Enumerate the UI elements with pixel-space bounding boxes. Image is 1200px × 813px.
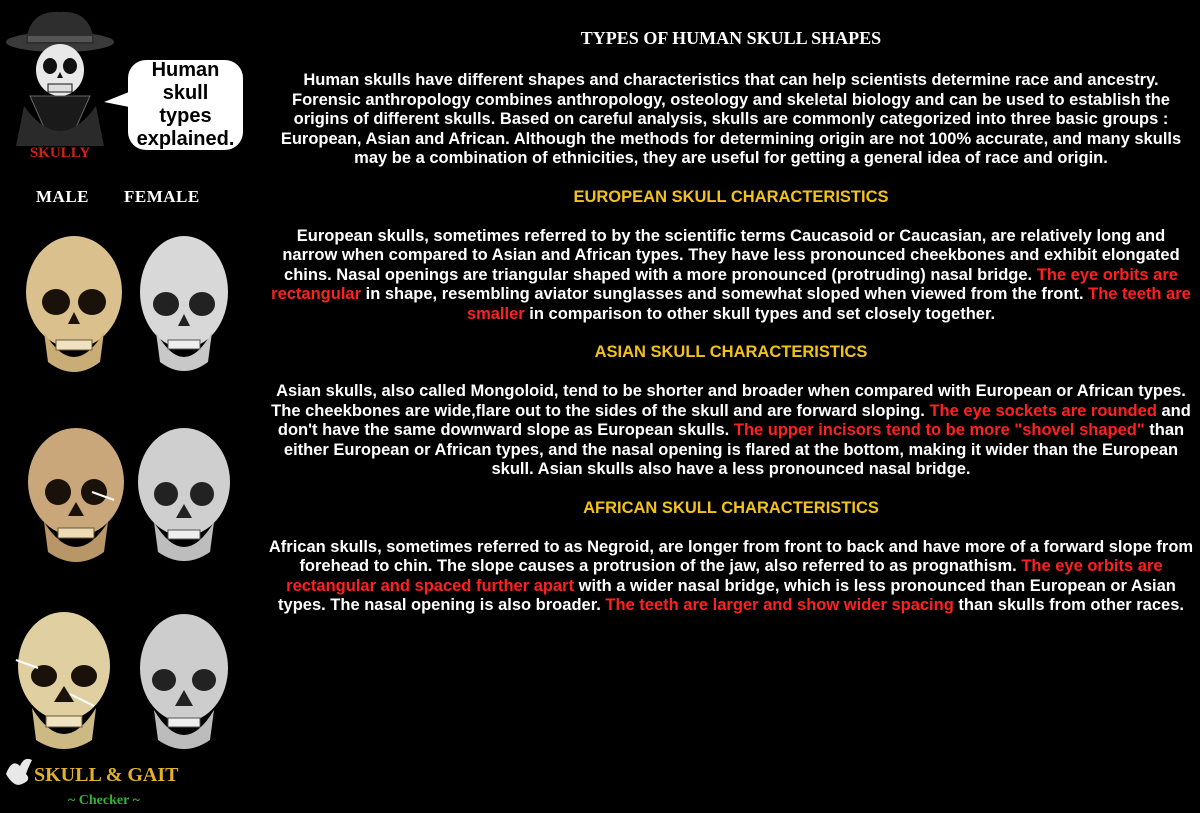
- highlight-text: The eye orbits are rectangular and spaced further apart: [286, 557, 1163, 595]
- african-female-skull-icon: [130, 610, 238, 760]
- brand-logo: [0, 750, 265, 810]
- highlight-text: The eye sockets are rounded: [929, 401, 1157, 420]
- mascot-logo: [0, 0, 265, 175]
- speech-bubble: Human skull types explained.: [128, 60, 243, 150]
- asian-paragraph: Asian skulls, also called Mongoloid, tend to be shorter and broader when compared with European or African types. The cheekbones are wide,flare out to the sides of the skull and are forward sloping. The eye sockets are rounded and don't have the same downward slope as European skulls. The upper incisors tend to be more "shovel shaped" than either European or African types, and the nasal opening is flared at the bottom, making it wider than the European skull. Asian skulls also have a less pronounced nasal bridge.: [271, 382, 1191, 478]
- highlight-text: The teeth are larger and show wider spacing: [605, 596, 954, 614]
- page-title: TYPES OF HUMAN SKULL SHAPES: [580, 28, 882, 48]
- highlight-text: The upper incisors tend to be more "shovel shaped": [733, 421, 1145, 439]
- european-paragraph: European skulls, sometimes referred to by the scientific terms Caucasoid or Caucasian, are relatively long and narrow when compared to Asian and African types. They have less pronounced cheekbones and exhibit elongated chins. Nasal openings are triangular shaped with a more pronounced (protruding) nasal bridge. The eye orbits are rectangular in shape, resembling aviator sunglasses and somewhat sloped when viewed from the front. The teeth are smaller in comparison to other skull types and set closely together.: [271, 226, 1191, 323]
- highlight-text: The teeth are smaller: [466, 285, 1191, 323]
- article: [268, 22, 1194, 616]
- dove-icon: [2, 752, 36, 792]
- illustration-column: [0, 0, 265, 813]
- asian-heading: ASIAN SKULL CHARACTERISTICS: [594, 343, 868, 361]
- european-male-skull-icon: [20, 232, 128, 382]
- african-heading: AFRICAN SKULL CHARACTERISTICS: [583, 498, 879, 517]
- asian-male-skull-icon: [22, 422, 130, 572]
- european-female-skull-icon: [130, 232, 238, 382]
- female-label: FEMALE: [124, 187, 200, 206]
- intro-paragraph-2: Forensic anthropology combines anthropology, osteology and skeletal biology and can be used to establish the origins of different skulls. Based on careful analysis, skulls are commonly categorized into three basic groups : European, Asian and African. Although the methods for determining origin are not 100% accurate, and many skulls may be a combination of ethnicities, they are useful for getting a general idea of race and origin.: [280, 90, 1182, 167]
- brand-subtitle: ~ Checker ~: [68, 793, 140, 808]
- african-paragraph: African skulls, sometimes referred to as Negroid, are longer from front to back and have more of a forward slope from forehead to chin. The slope causes a protrusion of the jaw, also referred to as prognathism. The eye orbits are rectangular and spaced further apart with a wider nasal bridge, which is less pronounced than European or Asian types. The nasal opening is also broader. The teeth are larger and show wider spacing than skulls from other races.: [268, 537, 1194, 614]
- highlight-text: The eye orbits are rectangular: [271, 265, 1178, 303]
- male-label: MALE: [36, 187, 89, 206]
- brand-title: SKULL & GAIT: [34, 764, 179, 786]
- cowboy-skull-mascot-icon: [4, 6, 116, 156]
- african-male-skull-icon: [8, 608, 116, 758]
- european-heading: EUROPEAN SKULL CHARACTERISTICS: [573, 187, 889, 206]
- mascot-label: SKULLY: [29, 145, 91, 161]
- intro-paragraph-1: Human skulls have different shapes and characteristics that can help scientists determine race and ancestry.: [303, 71, 1159, 89]
- asian-female-skull-icon: [130, 422, 238, 572]
